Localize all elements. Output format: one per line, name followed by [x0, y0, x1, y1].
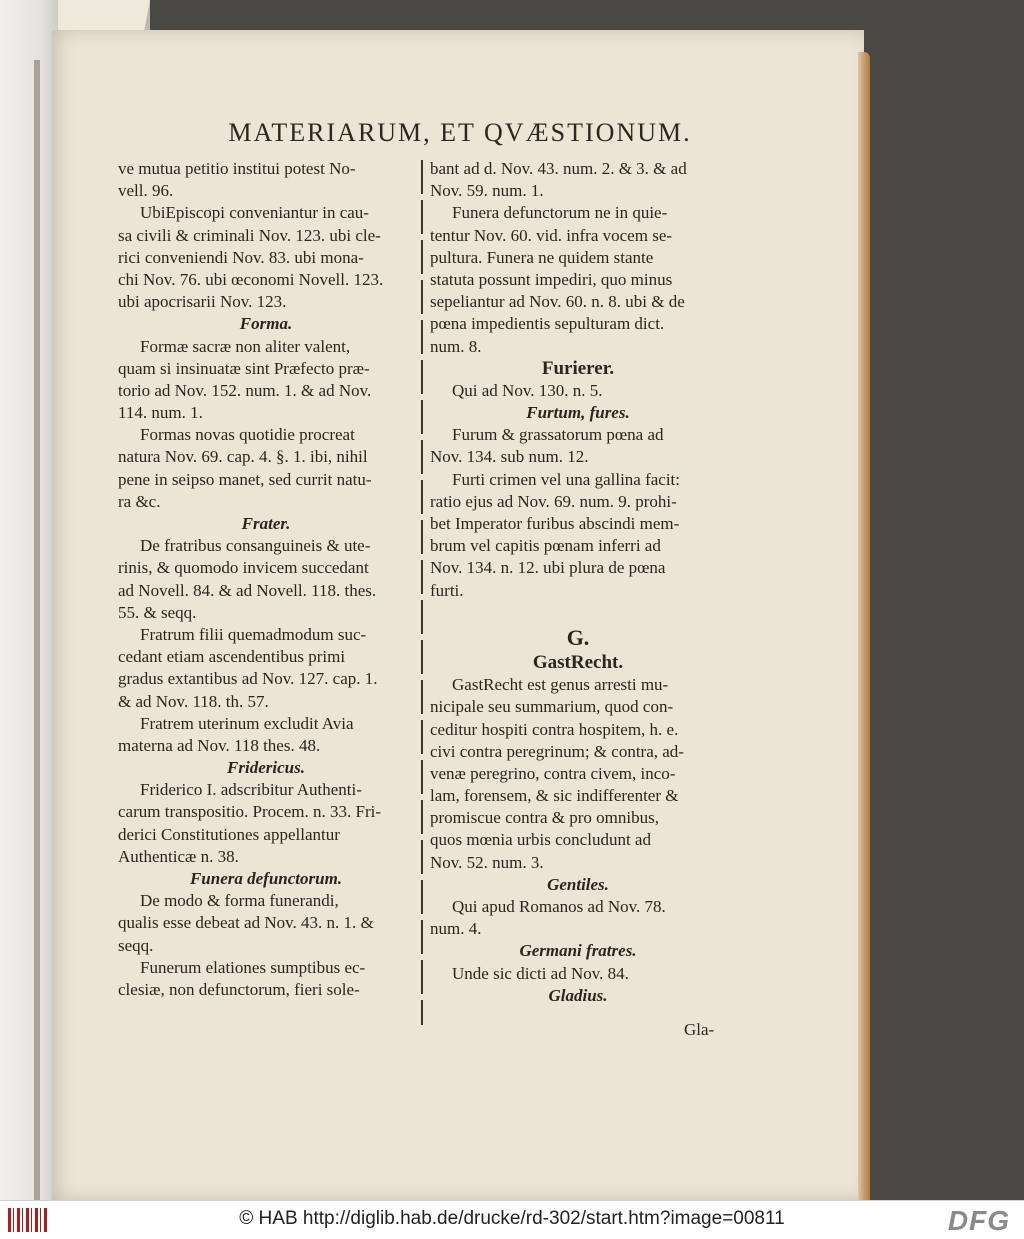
text-line: natura Nov. 69. cap. 4. §. 1. ibi, nihil: [118, 447, 368, 467]
viewer-footer: [0, 1200, 1024, 1239]
left-column: [118, 158, 414, 1001]
text-line: ratio ejus ad Nov. 69. num. 9. prohi-: [430, 491, 677, 511]
index-heading: Furierer.: [541, 357, 615, 379]
column-divider: [421, 160, 423, 1025]
text-line: & ad Nov. 118. th. 57.: [118, 691, 269, 711]
index-heading: Gladius.: [548, 985, 608, 1005]
text-line: venæ peregrino, contra civem, inco-: [430, 763, 676, 783]
text-line: Fratrum filii quemadmodum suc-: [140, 624, 367, 644]
text-line: carum transpositio. Procem. n. 33. Fri-: [118, 802, 381, 822]
right-column: [430, 158, 726, 1007]
text-line: Qui ad Nov. 130. n. 5.: [452, 380, 603, 400]
text-line: Funera defunctorum ne in quie-: [452, 203, 668, 223]
text-line: vell. 96.: [118, 181, 174, 201]
text-line: pene in seipso manet, sed currit natu-: [118, 469, 372, 489]
text-line: tentur Nov. 60. vid. infra vocem se-: [430, 225, 673, 245]
text-line: derici Constitutiones appellantur: [118, 824, 340, 844]
text-line: torio ad Nov. 152. num. 1. & ad Nov.: [118, 380, 372, 400]
text-line: Furum & grassatorum pœna ad: [452, 425, 664, 445]
text-line: ve mutua petitio institui potest No-: [118, 159, 356, 178]
dfg-logo[interactable]: DFG: [947, 1205, 1010, 1236]
text-line: UbiEpiscopi conveniantur in cau-: [140, 203, 369, 223]
text-line: [430, 602, 726, 624]
index-heading: Germani fratres.: [519, 941, 637, 961]
text-line: pultura. Funera ne quidem stante: [430, 247, 654, 267]
text-line: promiscue contra & pro omnibus,: [430, 808, 659, 828]
text-line: clesiæ, non defunctorum, fieri sole-: [118, 979, 360, 999]
text-line: num. 8.: [430, 336, 482, 356]
index-heading: G.: [566, 624, 590, 650]
index-heading: Funera defunctorum.: [189, 869, 343, 888]
index-heading: Gentiles.: [547, 874, 609, 894]
text-line: pœna impedientis sepulturam dict.: [430, 314, 665, 334]
index-heading: Fridericus.: [227, 758, 305, 778]
index-heading: Furtum, fures.: [526, 403, 630, 423]
text-line: 114. num. 1.: [118, 403, 203, 423]
text-line: seqq.: [118, 935, 154, 955]
text-line: De modo & forma funerandi,: [140, 891, 339, 911]
index-heading: Frater.: [241, 514, 291, 533]
text-line: quam si insinuatæ sint Præfecto præ-: [118, 358, 370, 378]
text-line: Funerum elationes sumptibus ec-: [140, 957, 366, 977]
text-line: nicipale seu summarium, quod con-: [430, 697, 674, 717]
catchword: Gla-: [684, 1020, 715, 1039]
text-line: Formæ sacræ non aliter valent,: [140, 336, 351, 356]
text-line: brum vel capitis pœnam inferri ad: [430, 536, 661, 556]
text-line: lam, forensem, & sic indifferenter &: [430, 786, 679, 806]
text-line: Nov. 134. sub num. 12.: [430, 447, 589, 467]
text-line: 55. & seqq.: [118, 602, 197, 622]
text-line: sa civili & criminali Nov. 123. ubi cle-: [118, 225, 381, 245]
text-line: Authenticæ n. 38.: [118, 846, 239, 866]
text-line: Unde sic dicti ad Nov. 84.: [452, 963, 629, 983]
text-line: qualis esse debeat ad Nov. 43. n. 1. &: [118, 913, 374, 933]
text-line: sepeliantur ad Nov. 60. n. 8. ubi & de: [430, 292, 685, 312]
text-line: bant ad d. Nov. 43. num. 2. & 3. & ad: [430, 159, 687, 178]
text-line: materna ad Nov. 118 thes. 48.: [118, 735, 321, 755]
text-line: Nov. 134. n. 12. ubi plura de pœna: [430, 558, 666, 578]
running-head: MATERIARUM, ET QVÆSTIONUM.: [228, 118, 692, 147]
text-line: chi Nov. 76. ubi œconomi Novell. 123.: [118, 269, 384, 289]
text-line: ra &c.: [118, 491, 161, 511]
text-line: Furti crimen vel una gallina facit:: [452, 469, 681, 489]
text-line: ceditur hospiti contra hospitem, h. e.: [430, 719, 679, 739]
text-line: De fratribus consanguineis & ute-: [140, 536, 371, 556]
text-line: ad Novell. 84. & ad Novell. 118. thes.: [118, 580, 377, 600]
text-line: num. 4.: [430, 919, 482, 939]
text-line: Formas novas quotidie procreat: [140, 425, 355, 445]
text-line: GastRecht est genus arresti mu-: [452, 675, 669, 695]
text-line: gradus extantibus ad Nov. 127. cap. 1.: [118, 669, 378, 689]
text-line: furti.: [430, 580, 464, 600]
index-heading: GastRecht.: [532, 651, 624, 673]
text-line: statuta possunt impediri, quo minus: [430, 269, 673, 289]
page-edge: [858, 52, 870, 1200]
copyright-link[interactable]: © HAB http://diglib.hab.de/drucke/rd-302/start.htm?image=00811: [239, 1208, 785, 1229]
binding-tape: [0, 0, 59, 1200]
text-line: rinis, & quomodo invicem succedant: [118, 558, 369, 578]
text-line: quos mœnia urbis concludunt ad: [430, 830, 651, 850]
binding-sliver: [34, 60, 40, 1200]
text-line: rici conveniendi Nov. 83. ubi mona-: [118, 247, 364, 267]
text-line: Nov. 59. num. 1.: [430, 181, 544, 201]
text-line: Fratrem uterinum excludit Avia: [140, 713, 354, 733]
index-heading: Forma.: [239, 314, 293, 334]
text-line: civi contra peregrinum; & contra, ad-: [430, 741, 684, 761]
text-line: cedant etiam ascendentibus primi: [118, 647, 346, 667]
text-line: bet Imperator furibus abscindi mem-: [430, 514, 680, 533]
text-line: Friderico I. adscribitur Authenti-: [140, 780, 362, 800]
text-line: ubi apocrisarii Nov. 123.: [118, 292, 287, 312]
text-line: Nov. 52. num. 3.: [430, 852, 544, 872]
text-line: Qui apud Romanos ad Nov. 78.: [452, 897, 666, 916]
